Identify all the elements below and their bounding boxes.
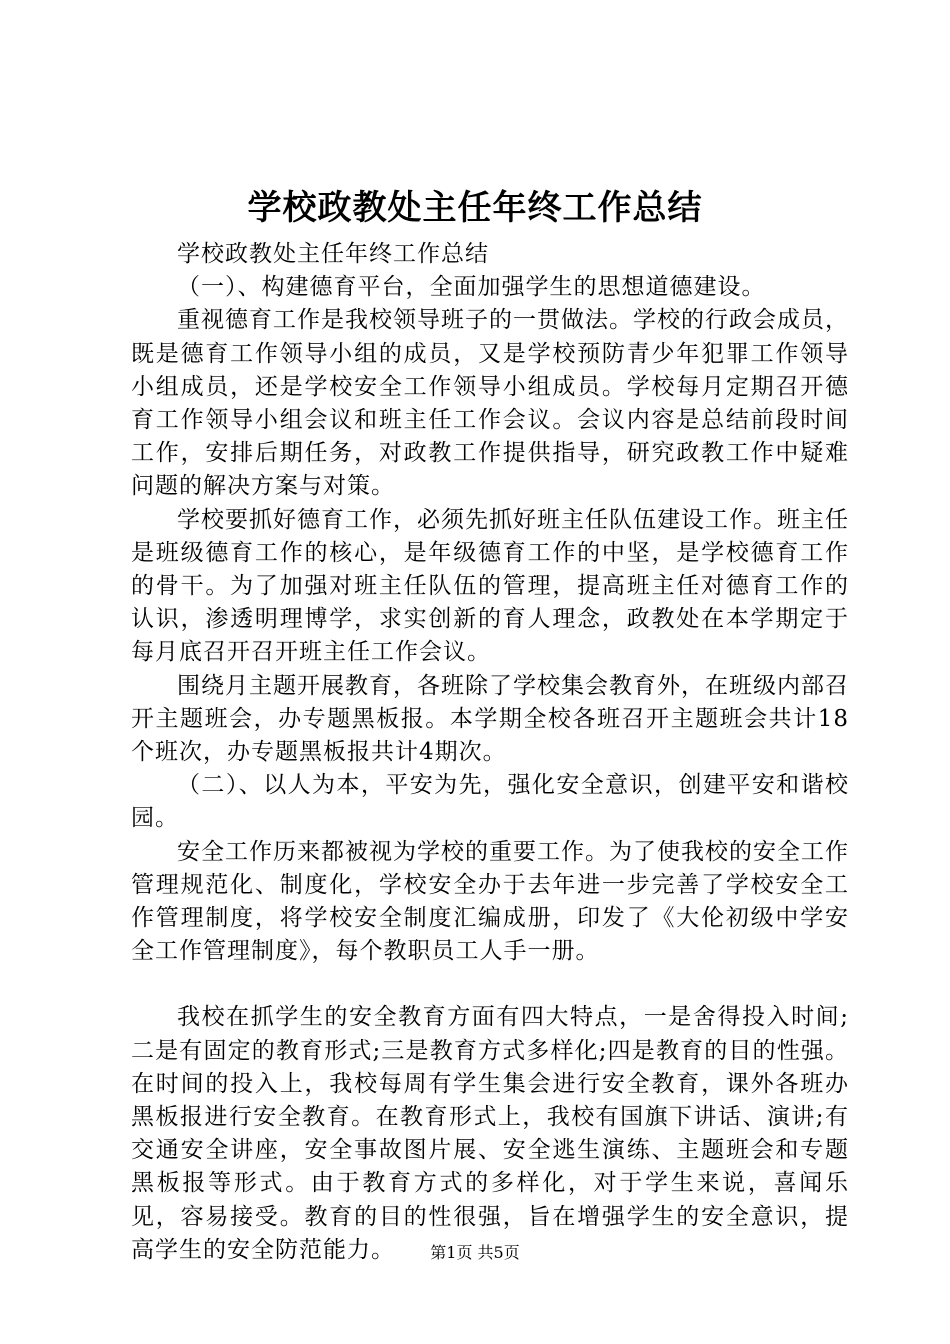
body-paragraph: 围绕月主题开展教育，各班除了学校集会教育外，在班级内部召开主题班会，办专题黑板报。本学期全校各班召开主题班会共计18个班次，办专题黑板报共计4期次。 [131,672,849,766]
body-paragraph: 安全工作历来都被视为学校的重要工作。为了使我校的安全工作管理规范化、制度化，学校安全办于去年进一步完善了学校安全工作管理制度，将学校安全制度汇编成册，印发了《大伦初级中学安全工作管理制度》，每个教职员工人手一册。 [131,838,849,965]
body-paragraph: 重视德育工作是我校领导班子的一贯做法。学校的行政会成员，既是德育工作领导小组的成员，又是学校预防青少年犯罪工作领导小组成员，还是学校安全工作领导小组成员。学校每月定期召开德育工作领导小组会议和班主任工作会议。会议内容是总结前段时间工作，安排后期任务，对政教工作提供指导，研究政教工作中疑难问题的解决方案与对策。 [131,307,849,500]
page-number-footer: 第1页 共5页 [430,1243,520,1262]
body-paragraph: 学校要抓好德育工作，必须先抓好班主任队伍建设工作。班主任是班级德育工作的核心，是年级德育工作的中坚，是学校德育工作的骨干。为了加强对班主任队伍的管理，提高班主任对德育工作的认识，渗透明理博学，求实创新的育人理念，政教处在本学期定于每月底召开召开班主任工作会议。 [131,506,849,666]
section-heading-1: （一）、构建德育平台，全面加强学生的思想道德建设。 [177,274,766,301]
section-heading-2: （二）、以人为本，平安为先，强化安全意识，创建平安和谐校园。 [131,772,849,832]
body-paragraph: 我校在抓学生的安全教育方面有四大特点，一是舍得投入时间;二是有固定的教育形式;三是教育方式多样化;四是教育的目的性强。在时间的投入上，我校每周有学生集会进行安全教育，课外各班办黑板报进行安全教育。在教育形式上，我校有国旗下讲话、演讲;有交通安全讲座，安全事故图片展、安全逃生演练、主题班会和专题黑板报等形式。由于教育方式的多样化，对于学生来说，喜闻乐见，容易接受。教育的目的性很强，旨在增强学生的安全意识，提高学生的安全防范能力。 [131,1004,849,1263]
document-body [131,238,849,1267]
subtitle-paragraph: 学校政教处主任年终工作总结 [177,241,489,267]
document-title: 学校政教处主任年终工作总结 [247,188,703,228]
